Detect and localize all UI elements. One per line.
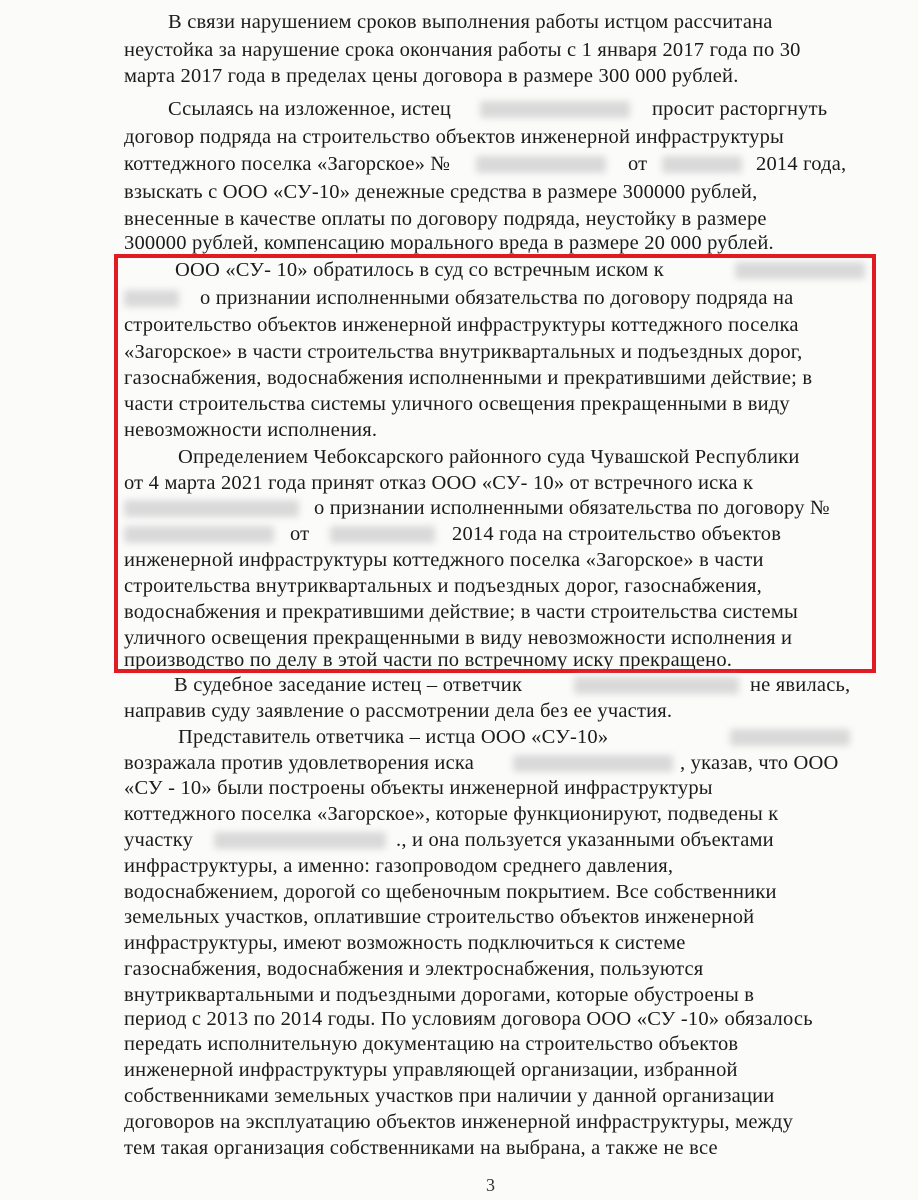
text-line: инженерной инфраструктуры управляющей организации, избранной <box>124 1059 738 1081</box>
text-line: «Загорское» в части строительства внутриквартальных и подъездных дорог, <box>124 341 803 363</box>
text-line: уличного освещения прекращенными в виду невозможности исполнения и <box>124 627 793 649</box>
text-line: внесенные в качестве оплаты по договору подряда, неустойку в размере <box>124 208 767 230</box>
text-line: не явилась, <box>750 674 851 696</box>
text-line: неустойка за нарушение срока окончания работы с 1 января 2017 года по 30 <box>124 39 801 61</box>
redacted-name <box>214 832 386 849</box>
text-line: Определением Чебоксарского районного суда Чувашской Республики <box>178 446 800 468</box>
text-line: , указав, что ООО <box>680 752 839 774</box>
text-line: от 4 марта 2021 года принят отказ ООО «СУ- 10» от встречного иска к <box>124 472 754 494</box>
text-line: газоснабжения, водоснабжения и электроснабжения, пользуются <box>124 958 704 980</box>
text-line: строительства внутриквартальных и подъездных дорог, газоснабжения, <box>124 575 762 597</box>
redacted-name <box>730 729 850 746</box>
text-line: водоснабжением, дорогой со щебеночным покрытием. Все собственники <box>124 881 777 903</box>
text-line: В связи нарушением сроков выполнения работы истцом рассчитана <box>168 11 773 33</box>
text-line: инженерной инфраструктуры коттеджного поселка «Загорское» в части <box>124 549 764 571</box>
text-line: ООО «СУ- 10» обратилось в суд со встречным иском к <box>175 259 664 281</box>
text-line: коттеджного поселка «Загорское», которые функционируют, подведены к <box>124 803 779 825</box>
text-line: Ссылаясь на изложенное, истец <box>168 98 452 120</box>
text-line: инфраструктуры, имеют возможность подключиться к системе <box>124 932 686 954</box>
text-line: газоснабжения, водоснабжения исполненными и прекратившими действие; в <box>124 367 813 389</box>
text-line: собственниками земельных участков при наличии у данной организации <box>124 1085 775 1107</box>
text-line: период с 2013 по 2014 годы. По условиям договора ООО «СУ -10» обязалось <box>124 1008 813 1030</box>
text-line: передать исполнительную документацию на строительство объектов <box>124 1033 739 1055</box>
text-line: земельных участков, оплатившие строительство объектов инженерной <box>124 906 755 928</box>
text-line: от <box>628 153 648 175</box>
text-line: от <box>290 523 310 545</box>
text-line: Представитель ответчика – истца ООО «СУ-10» <box>178 726 609 748</box>
text-line: 2014 года на строительство объектов <box>452 523 782 545</box>
text-line: просит расторгнуть <box>652 98 828 120</box>
text-line: строительство объектов инженерной инфраструктуры коттеджного поселка <box>124 314 799 336</box>
redacted-contract-number <box>476 156 606 173</box>
text-line: «СУ - 10» были построены объекты инженерной инфраструктуры <box>124 777 713 799</box>
text-line: о признании исполненными обязательства по договору № <box>314 497 830 519</box>
text-line: внутриквартальными и подъездными дорогами, которые обустроены в <box>124 984 755 1006</box>
text-line: 300000 рублей, компенсацию морального вреда в размере 20 000 рублей. <box>124 232 774 254</box>
highlight-frame <box>114 254 876 673</box>
text-line: тем такая организация собственниками на выбрана, а также не все <box>124 1137 718 1159</box>
text-line: участку <box>124 829 194 851</box>
text-line: договор подряда на строительство объектов инженерной инфраструктуры <box>124 126 785 148</box>
redacted-date <box>662 156 742 173</box>
text-line: производство по делу в этой части по встречному иску прекращено. <box>124 649 733 671</box>
text-line: инфраструктуры, а именно: газопроводом среднего давления, <box>124 855 674 877</box>
text-line: направив суду заявление о рассмотрении дела без ее участия. <box>124 700 673 722</box>
text-line: возражала против удовлетворения иска <box>124 752 475 774</box>
text-line: В судебное заседание истец – ответчик <box>174 674 523 696</box>
text-line: водоснабжения и прекратившими действие; в части строительства системы <box>124 601 798 623</box>
redacted-name <box>574 677 739 694</box>
page-number: 3 <box>486 1175 495 1195</box>
text-line: ., и она пользуется указанными объектами <box>396 829 774 851</box>
text-line: взыскать с ООО «СУ-10» денежные средства в размере 300000 рублей, <box>124 181 758 203</box>
text-line: о признании исполненными обязательства по договору подряда на <box>200 287 794 309</box>
text-line: невозможности исполнения. <box>124 419 378 441</box>
text-line: марта 2017 года в пределах цены договора в размере 300 000 рублей. <box>124 65 739 87</box>
text-line: коттеджного поселка «Загорское» № <box>124 153 451 175</box>
redacted-name <box>480 101 630 118</box>
redacted-name <box>513 755 673 772</box>
text-line: части строительства системы уличного освещения прекращенными в виду <box>124 393 790 415</box>
text-line: 2014 года, <box>756 153 847 175</box>
text-line: договоров на эксплуатацию объектов инженерной инфраструктуры, между <box>124 1111 794 1133</box>
